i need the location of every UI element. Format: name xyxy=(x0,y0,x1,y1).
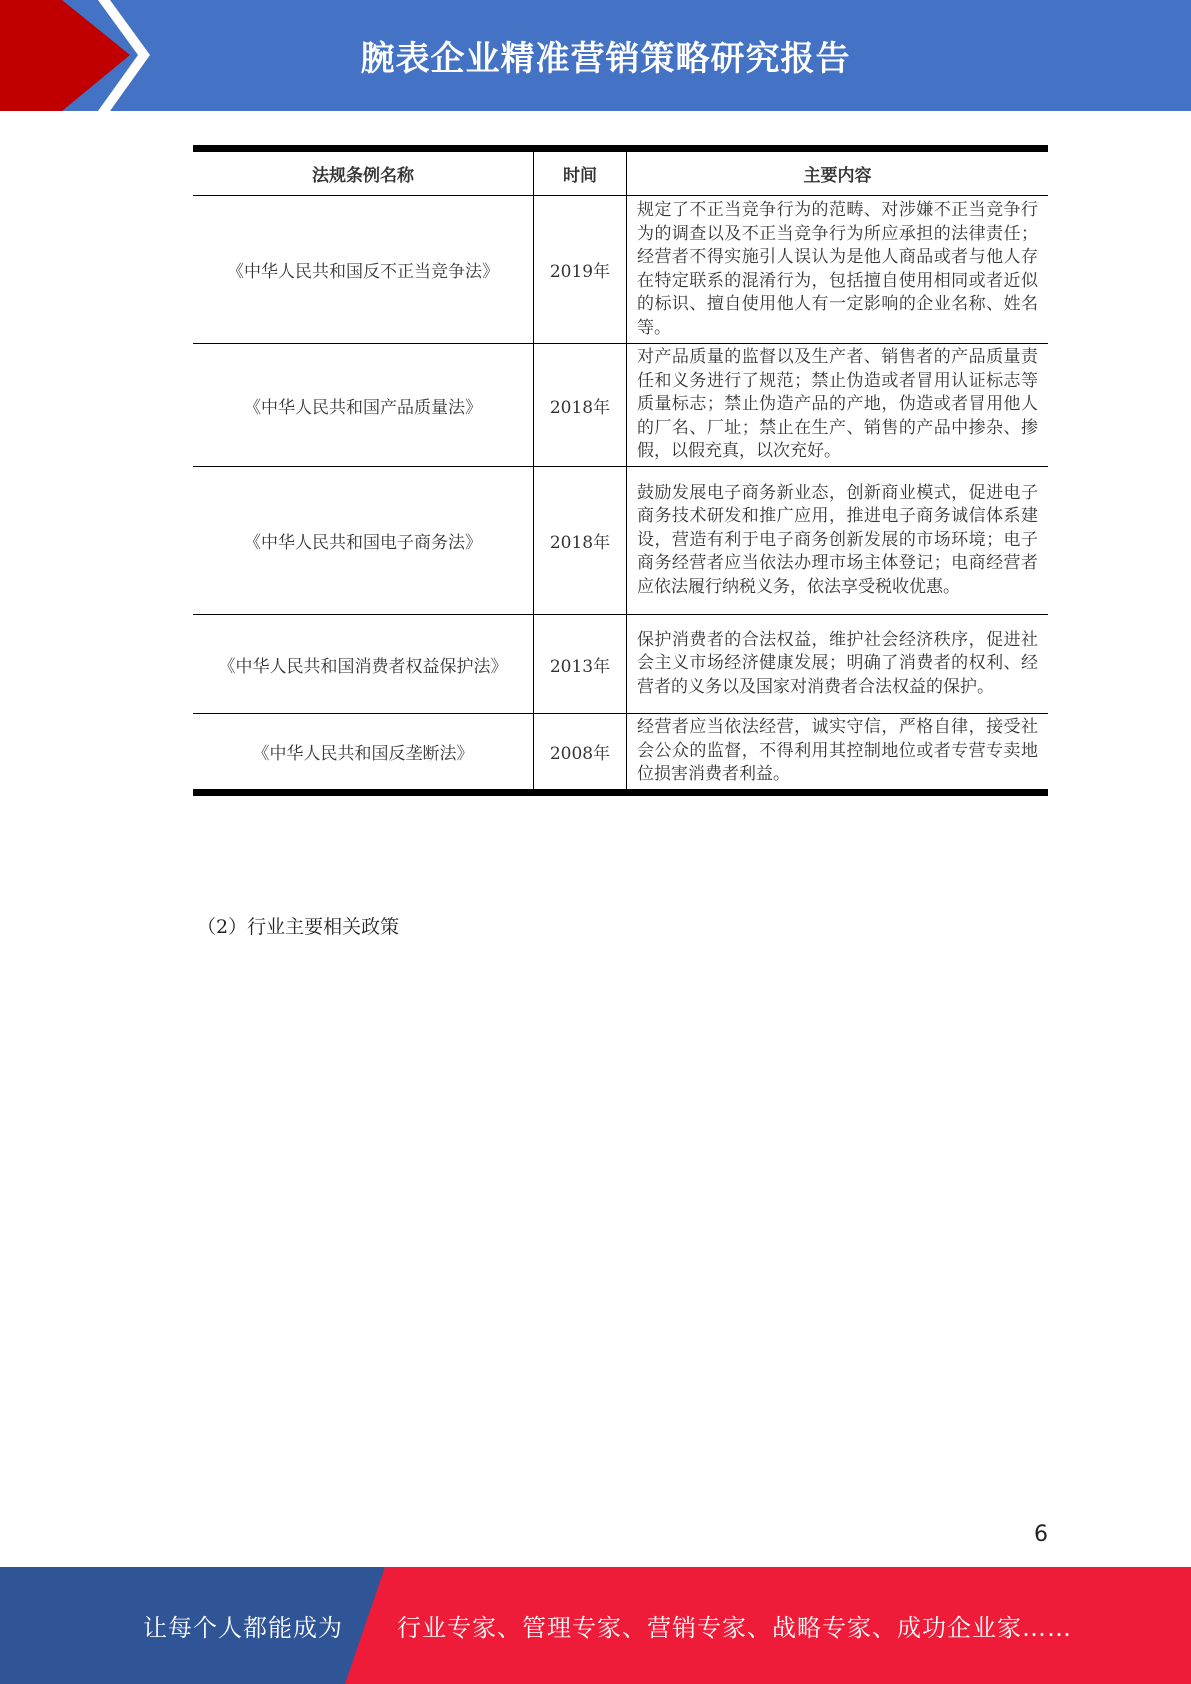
table-row xyxy=(193,615,1048,714)
footer-slogan-right: 行业专家、管理专家、营销专家、战略专家、成功企业家…… xyxy=(397,1614,1072,1642)
footer-slogan-left: 让每个人都能成为 xyxy=(143,1614,343,1642)
law-year: 2013年 xyxy=(534,615,627,714)
law-content: 对产品质量的监督以及生产者、销售者的产品质量责任和义务进行了规范；禁止伪造或者冒用认证标志等质量标志；禁止伪造产品的产地，伪造或者冒用他人的厂名、厂址；禁止在生产、销售的产品中掺杂、掺假，以假充真，以次充好。 xyxy=(627,344,1049,467)
column-header-content: 主要内容 xyxy=(627,149,1049,196)
table-row xyxy=(193,344,1048,467)
column-header-name: 法规条例名称 xyxy=(193,149,534,196)
law-name: 《中华人民共和国反不正当竞争法》 xyxy=(193,196,534,344)
law-year: 2018年 xyxy=(534,467,627,615)
law-year: 2019年 xyxy=(534,196,627,344)
page-number: 6 xyxy=(1034,1522,1048,1547)
report-title: 腕表企业精准营销策略研究报告 xyxy=(360,39,851,79)
law-name: 《中华人民共和国反垄断法》 xyxy=(193,714,534,793)
table-row xyxy=(193,714,1048,793)
table-header-row xyxy=(193,149,1048,196)
law-name: 《中华人民共和国消费者权益保护法》 xyxy=(193,615,534,714)
regulations-table xyxy=(193,145,1048,796)
law-year: 2018年 xyxy=(534,344,627,467)
footer-banner xyxy=(0,1567,1191,1684)
header-banner xyxy=(0,0,1191,111)
law-content: 规定了不正当竞争行为的范畴、对涉嫌不正当竞争行为的调查以及不正当竞争行为所应承担的法律责任；经营者不得实施引人误认为是他人商品或者与他人存在特定联系的混淆行为，包括擅自使用相同或者近似的标识、擅自使用他人有一定影响的企业名称、姓名等。 xyxy=(627,196,1049,344)
law-name: 《中华人民共和国电子商务法》 xyxy=(193,467,534,615)
law-content: 鼓励发展电子商务新业态，创新商业模式，促进电子商务技术研发和推广应用，推进电子商务诚信体系建设，营造有利于电子商务创新发展的市场环境；电子商务经营者应当依法办理市场主体登记；电商经营者应依法履行纳税义务，依法享受税收优惠。 xyxy=(627,467,1049,615)
law-content: 保护消费者的合法权益，维护社会经济秩序，促进社会主义市场经济健康发展；明确了消费者的权利、经营者的义务以及国家对消费者合法权益的保护。 xyxy=(627,615,1049,714)
table-row xyxy=(193,467,1048,615)
section-heading: （2）行业主要相关政策 xyxy=(197,916,400,938)
law-year: 2008年 xyxy=(534,714,627,793)
law-content: 经营者应当依法经营，诚实守信，严格自律，接受社会公众的监督，不得利用其控制地位或者专营专卖地位损害消费者利益。 xyxy=(627,714,1049,793)
column-header-year: 时间 xyxy=(534,149,627,196)
law-name: 《中华人民共和国产品质量法》 xyxy=(193,344,534,467)
table-row xyxy=(193,196,1048,344)
